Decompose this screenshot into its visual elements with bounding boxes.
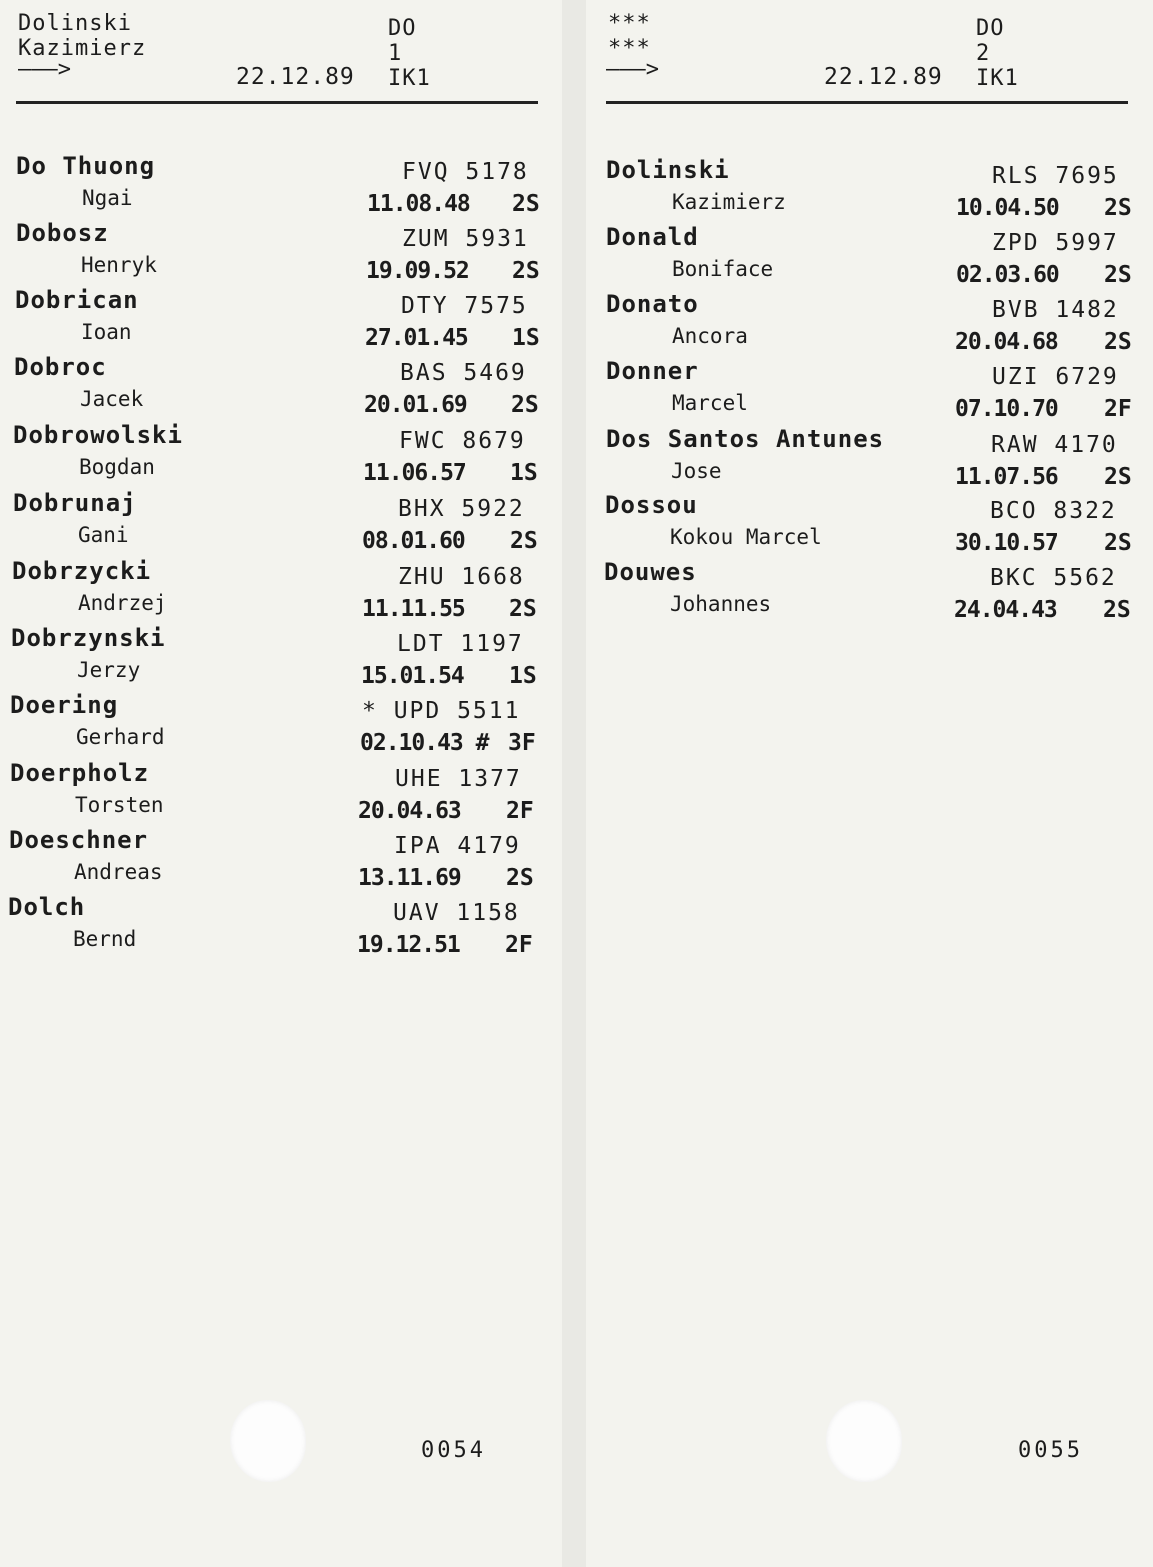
entry-firstname: Andrzej: [78, 591, 167, 615]
entry-firstname: Henryk: [81, 253, 157, 277]
entry-dob: 20.01.69: [364, 392, 467, 418]
header-name-line2: ***: [608, 36, 651, 61]
entry-firstname: Gani: [78, 523, 129, 547]
entry-firstname: Ancora: [672, 324, 748, 348]
entry-code: * UPD 5511: [362, 698, 521, 724]
card-serial: 0055: [1018, 1438, 1083, 1463]
entry-firstname: Jerzy: [77, 658, 141, 682]
entry-surname: Do Thuong: [16, 152, 156, 180]
entry-class: 2S: [1104, 329, 1132, 355]
entry-dob: 02.10.43 #: [360, 730, 489, 756]
header-ik: IK1: [388, 66, 431, 91]
entry-dob: 11.07.56: [955, 464, 1058, 490]
entry-dob: 20.04.68: [955, 329, 1058, 355]
entry-surname: Dobrican: [15, 286, 139, 314]
entry-code: RAW 4170: [991, 432, 1118, 458]
entry-class: 2S: [512, 258, 540, 284]
entry-class: 2F: [505, 932, 533, 958]
entry-firstname: Gerhard: [76, 725, 165, 749]
card-left: [0, 0, 562, 1567]
entry-surname: Dobrowolski: [13, 421, 183, 449]
list-item: [586, 357, 1153, 424]
entry-class: 2S: [509, 596, 537, 622]
entry-dob: 11.11.55: [362, 596, 465, 622]
entry-dob: 24.04.43: [954, 597, 1057, 623]
entry-code: BKC 5562: [990, 565, 1117, 591]
entry-class: 2S: [512, 191, 540, 217]
header-date: 22.12.89: [236, 64, 355, 90]
entry-firstname: Ioan: [81, 320, 132, 344]
entry-firstname: Ngai: [82, 186, 133, 210]
list-item: [0, 353, 562, 420]
entry-class: 2S: [1104, 464, 1132, 490]
header-rule: [16, 101, 538, 104]
list-item: [0, 691, 562, 758]
list-item: [0, 557, 562, 624]
list-item: [586, 558, 1153, 625]
entry-code: BCO 8322: [990, 498, 1117, 524]
entry-surname: Dobrzycki: [12, 557, 152, 585]
entry-dob: 27.01.45: [365, 325, 468, 351]
entry-surname: Dobroc: [14, 353, 107, 381]
entry-code: ZPD 5997: [992, 230, 1119, 256]
header-date: 22.12.89: [824, 64, 943, 90]
card-serial: 0054: [421, 1438, 486, 1463]
entry-dob: 15.01.54: [361, 663, 464, 689]
list-item: [0, 421, 562, 488]
list-item: [0, 219, 562, 286]
list-item: [586, 425, 1153, 492]
list-item: [0, 826, 562, 893]
list-item: [586, 290, 1153, 357]
entry-class: 2F: [1104, 396, 1132, 422]
entry-firstname: Andreas: [74, 860, 163, 884]
entry-surname: Dos Santos Antunes: [606, 425, 885, 453]
entry-code: DTY 7575: [401, 293, 528, 319]
entry-surname: Doeschner: [9, 826, 149, 854]
entry-dob: 19.12.51: [357, 932, 460, 958]
list-item: [0, 759, 562, 826]
entry-surname: Dobrzynski: [11, 624, 166, 652]
entry-class: 1S: [510, 460, 538, 486]
entry-code: BAS 5469: [400, 360, 527, 386]
entry-code: RLS 7695: [992, 163, 1119, 189]
entry-class: 2S: [1104, 262, 1132, 288]
entry-class: 2S: [1103, 597, 1131, 623]
entry-code: BVB 1482: [992, 297, 1119, 323]
header-number: 2: [976, 41, 991, 66]
entry-class: 2S: [510, 528, 538, 554]
entry-surname: Donald: [606, 223, 699, 251]
punch-hole: [230, 1400, 306, 1482]
entry-surname: Doerpholz: [10, 759, 150, 787]
header-number: 1: [388, 41, 403, 66]
entry-class: 1S: [512, 325, 540, 351]
entry-dob: 11.06.57: [363, 460, 466, 486]
entry-class: 2S: [506, 865, 534, 891]
header-arrow: ———>: [18, 57, 71, 82]
entry-surname: Douwes: [604, 558, 697, 586]
entry-dob: 13.11.69: [358, 865, 461, 891]
header-rule: [606, 101, 1128, 104]
entry-surname: Dolinski: [606, 156, 730, 184]
header-ik: IK1: [976, 66, 1019, 91]
entry-firstname: Kokou Marcel: [670, 525, 822, 549]
entry-code: UAV 1158: [393, 900, 520, 926]
entry-dob: 30.10.57: [955, 530, 1058, 556]
entry-firstname: Kazimierz: [672, 190, 786, 214]
entry-surname: Dolch: [8, 893, 86, 921]
header-code: DO: [388, 16, 417, 41]
entry-class: 2S: [1104, 195, 1132, 221]
header-arrow: ———>: [606, 57, 659, 82]
entry-code: UZI 6729: [992, 364, 1119, 390]
list-item: [0, 286, 562, 353]
entry-code: ZHU 1668: [398, 564, 525, 590]
entry-dob: 19.09.52: [366, 258, 469, 284]
entry-firstname: Jacek: [80, 387, 144, 411]
entry-firstname: Marcel: [672, 391, 748, 415]
entry-firstname: Bogdan: [79, 455, 155, 479]
entry-code: IPA 4179: [394, 833, 521, 859]
entry-firstname: Torsten: [75, 793, 164, 817]
entry-code: BHX 5922: [398, 496, 525, 522]
entry-surname: Dobrunaj: [13, 489, 137, 517]
entry-dob: 10.04.50: [956, 195, 1059, 221]
entry-surname: Dobosz: [16, 219, 109, 247]
list-item: [586, 223, 1153, 290]
entry-dob: 20.04.63: [358, 798, 461, 824]
entry-code: ZUM 5931: [402, 226, 529, 252]
entry-class: 3F: [508, 730, 536, 756]
entry-firstname: Boniface: [672, 257, 774, 281]
entry-surname: Doering: [10, 691, 119, 719]
entry-surname: Donato: [606, 290, 699, 318]
entry-firstname: Jose: [671, 459, 722, 483]
header-name-line2: Kazimierz: [18, 36, 147, 61]
entry-dob: 08.01.60: [362, 528, 465, 554]
entry-dob: 02.03.60: [956, 262, 1059, 288]
header-code: DO: [976, 16, 1005, 41]
list-item: [0, 624, 562, 691]
list-item: [0, 489, 562, 556]
entry-code: FVQ 5178: [402, 159, 529, 185]
list-item: [586, 491, 1153, 558]
entry-surname: Donner: [606, 357, 699, 385]
entry-surname: Dossou: [605, 491, 698, 519]
entry-class: 2S: [511, 392, 539, 418]
entry-firstname: Johannes: [670, 592, 772, 616]
entry-firstname: Bernd: [73, 927, 137, 951]
punch-hole: [826, 1400, 902, 1482]
entry-class: 2S: [1104, 530, 1132, 556]
entry-dob: 11.08.48: [367, 191, 470, 217]
entry-code: FWC 8679: [399, 428, 526, 454]
entry-code: LDT 1197: [397, 631, 524, 657]
header-name-line1: ***: [608, 11, 651, 36]
list-item: [586, 156, 1153, 223]
header-name-line1: Dolinski: [18, 11, 132, 36]
entry-code: UHE 1377: [395, 766, 522, 792]
entry-class: 2F: [506, 798, 534, 824]
entry-dob: 07.10.70: [955, 396, 1058, 422]
card-right: [586, 0, 1153, 1567]
list-item: [0, 893, 562, 960]
list-item: [0, 152, 562, 219]
entry-class: 1S: [509, 663, 537, 689]
